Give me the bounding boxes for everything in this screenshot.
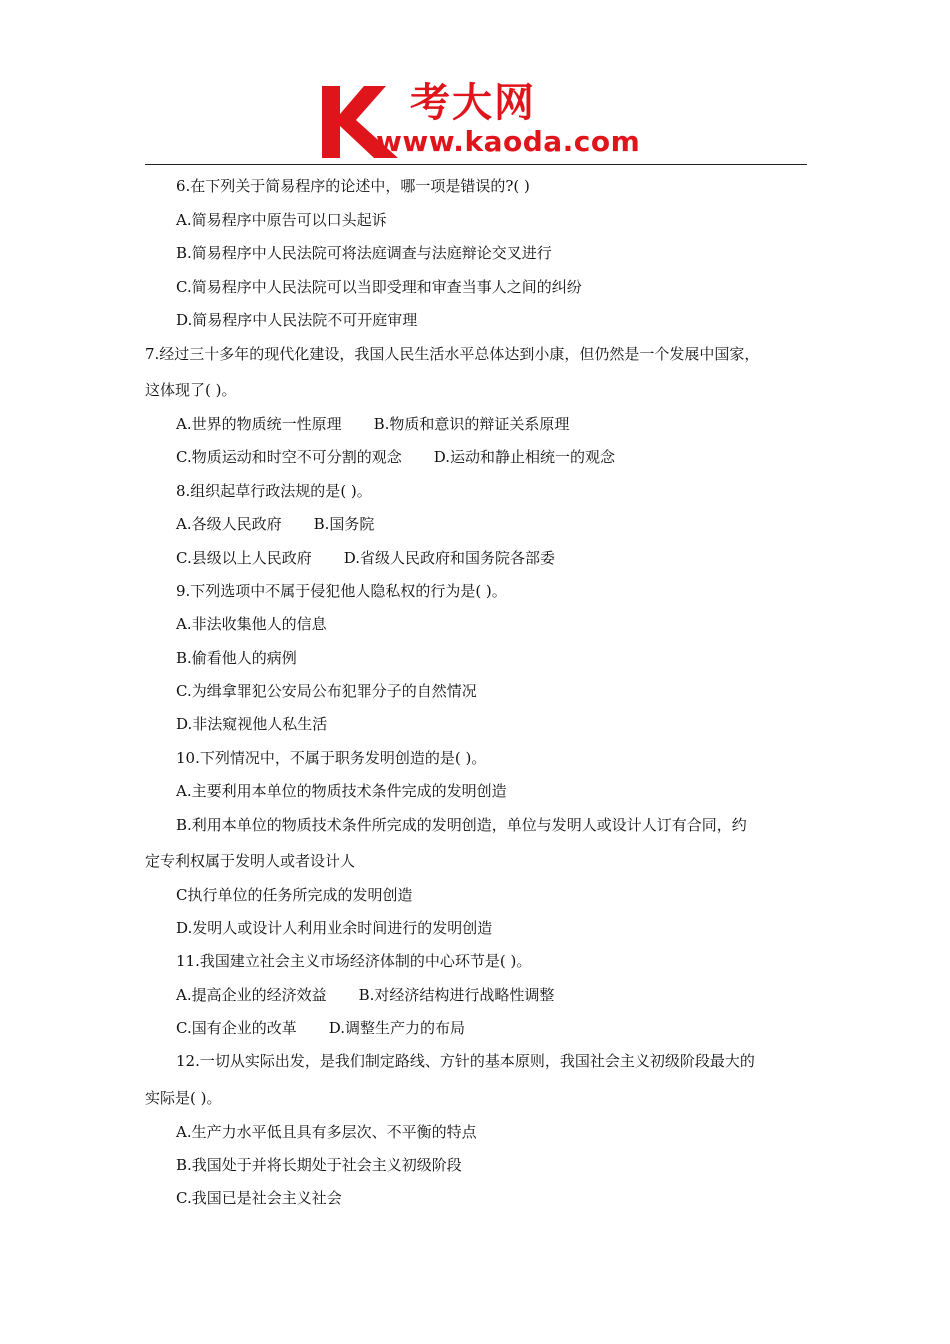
- question-8-option-d: D.省级人民政府和国务院各部委: [343, 549, 555, 567]
- question-7-options-row2: [176, 447, 856, 467]
- question-12-option-a: A.生产力水平低且具有多层次、不平衡的特点: [176, 1123, 477, 1141]
- question-10-option-b-line2: 定专利权属于发明人或者设计人: [145, 852, 356, 870]
- question-12-stem-line1: 12.一切从实际出发，是我们制定路线、方针的基本原则，我国社会主义初级阶段最大的: [176, 1052, 755, 1070]
- question-9-option-a: A.非法收集他人的信息: [176, 615, 327, 633]
- brand-url: www.kaoda.com: [376, 125, 641, 158]
- question-7-stem-line1: 7.经过三十多年的现代化建设，我国人民生活水平总体达到小康，但仍然是一个发展中国家，: [145, 345, 760, 363]
- question-11-options-row1: [176, 985, 856, 1005]
- question-12-option-b: B.我国处于并将长期处于社会主义初级阶段: [176, 1156, 462, 1174]
- question-8-option-a: A.各级人民政府: [176, 515, 282, 533]
- question-10-option-d: D.发明人或设计人利用业余时间进行的发明创造: [176, 919, 493, 937]
- question-11-option-a: A.提高企业的经济效益: [176, 986, 327, 1004]
- question-7-options-row1: [176, 414, 856, 434]
- question-11-stem: 11.我国建立社会主义市场经济体制的中心环节是( )。: [176, 952, 532, 970]
- question-6-option-d: D.简易程序中人民法院不可开庭审理: [176, 311, 418, 329]
- question-8-options-row2: [176, 548, 856, 568]
- question-10-stem: 10.下列情况中，不属于职务发明创造的是( )。: [176, 749, 487, 767]
- question-12-stem-line2: 实际是( )。: [145, 1089, 222, 1107]
- question-12-option-c: C.我国已是社会主义社会: [176, 1189, 342, 1207]
- kaoda-logo: [318, 80, 648, 160]
- question-6-option-c: C.简易程序中人民法院可以当即受理和审查当事人之间的纠纷: [176, 278, 582, 296]
- question-6-stem: 6.在下列关于简易程序的论述中，哪一项是错误的?( ): [176, 177, 530, 195]
- question-7-option-b: B.物质和意识的辩证关系原理: [373, 415, 570, 433]
- question-7-option-d: D.运动和静止相统一的观念: [433, 448, 615, 466]
- question-11-options-row2: [176, 1018, 856, 1038]
- question-9-stem: 9.下列选项中不属于侵犯他人隐私权的行为是( )。: [176, 582, 507, 600]
- question-6-option-a: A.简易程序中原告可以口头起诉: [176, 211, 387, 229]
- question-10-option-c: C执行单位的任务所完成的发明创造: [176, 886, 413, 904]
- question-11-option-b: B.对经济结构进行战略性调整: [358, 986, 555, 1004]
- question-7-option-a: A.世界的物质统一性原理: [176, 415, 342, 433]
- question-8-stem: 8.组织起草行政法规的是( )。: [176, 482, 372, 500]
- question-11-option-c: C.国有企业的改革: [176, 1019, 297, 1037]
- question-9-option-b: B.偷看他人的病例: [176, 649, 297, 667]
- question-8-options-row1: [176, 514, 856, 534]
- question-10-option-b-line1: B.利用本单位的物质技术条件所完成的发明创造，单位与发明人或设计人订有合同，约: [176, 816, 747, 834]
- question-6-option-b: B.简易程序中人民法院可将法庭调查与法庭辩论交叉进行: [176, 244, 552, 262]
- header-divider: [145, 164, 807, 165]
- question-7-option-c: C.物质运动和时空不可分割的观念: [176, 448, 402, 466]
- brand-title: 考大网: [410, 80, 536, 126]
- question-8-option-b: B.国务院: [313, 515, 375, 533]
- question-9-option-d: D.非法窥视他人私生活: [176, 715, 328, 733]
- question-11-option-d: D.调整生产力的布局: [328, 1019, 465, 1037]
- question-8-option-c: C.县级以上人民政府: [176, 549, 312, 567]
- question-7-stem-line2: 这体现了( )。: [145, 381, 237, 399]
- question-10-option-a: A.主要利用本单位的物质技术条件完成的发明创造: [176, 782, 507, 800]
- question-9-option-c: C.为缉拿罪犯公安局公布犯罪分子的自然情况: [176, 682, 477, 700]
